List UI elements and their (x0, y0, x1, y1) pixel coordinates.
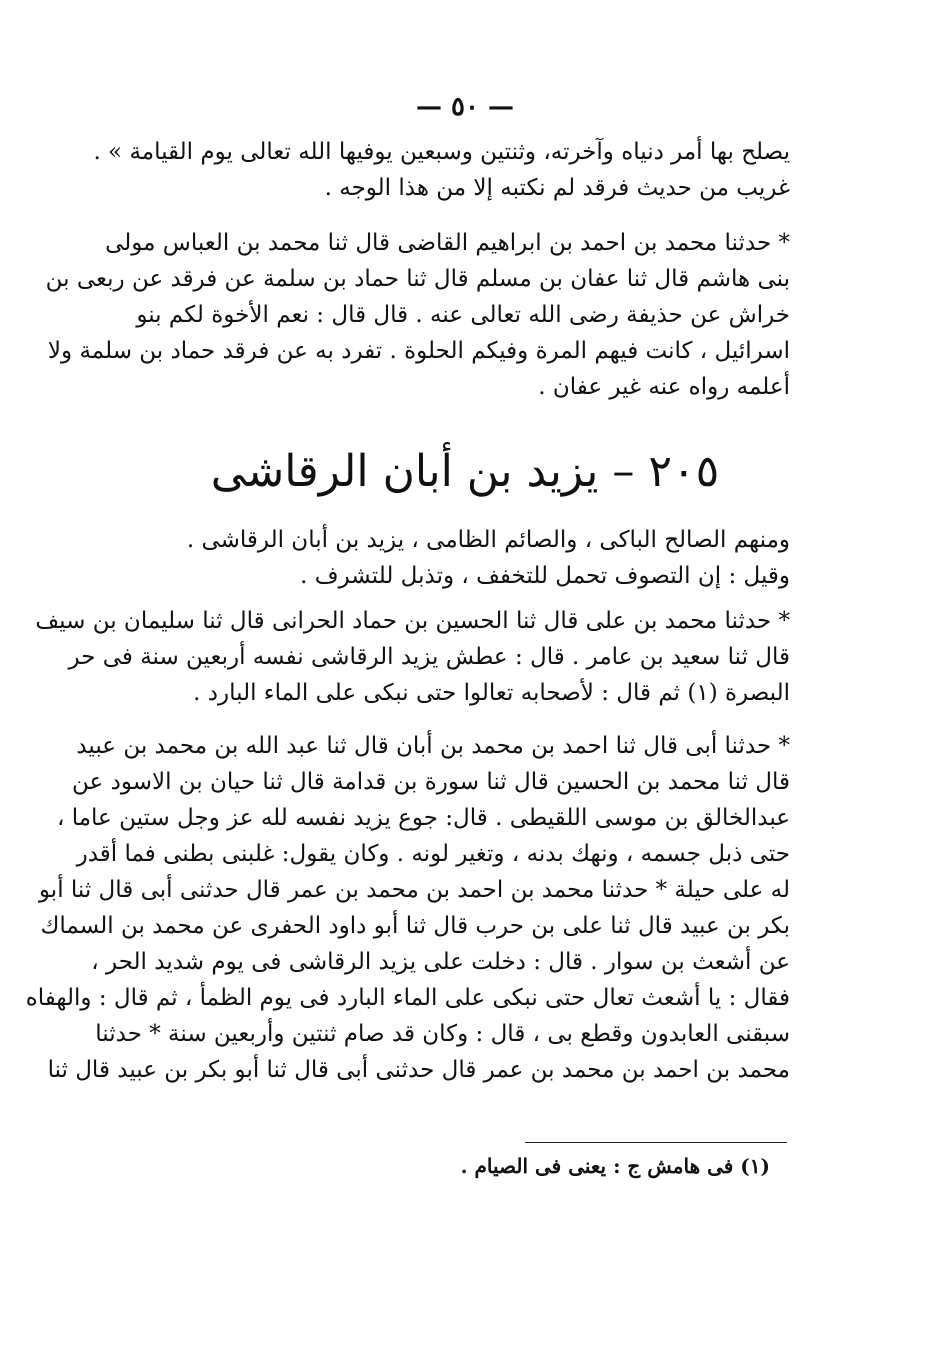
text-line: له على حيلة * حدثنا محمد بن احمد بن محمد بن عمر قال حدثنى أبى قال ثنا أبو (38, 877, 790, 903)
text-line: وقيل : إن التصوف تحمل للتخفف ، وتذبل للتشرف . (300, 563, 790, 589)
footnote: (١) فى هامش ج : يعنى فى الصيام . (460, 1154, 770, 1178)
paragraph-introduction (130, 522, 790, 594)
paragraph-hudhayfa-narration (45, 225, 790, 405)
text-line: أعلمه رواه عنه غير عفان . (538, 374, 790, 400)
text-line: عن أشعث بن سوار . قال : دخلت على يزيد الرقاشى فى يوم شديد الحر ، (91, 949, 790, 975)
chapter-heading: ٢٠٥ – يزيد بن أبان الرقاشى (210, 446, 720, 497)
text-line: * حدثنا محمد بن على قال ثنا الحسين بن حماد الحرانى قال ثنا سليمان بن سيف (35, 608, 790, 634)
text-line: ومنهم الصالح الباكى ، والصائم الظامى ، يزيد بن أبان الرقاشى . (186, 527, 790, 553)
text-line: عبدالخالق بن موسى اللقيطى . قال: جوع يزيد نفسه لله عز وجل ستين عاما ، (56, 805, 790, 831)
text-line: * حدثنا محمد بن احمد بن ابراهيم القاضى قال ثنا محمد بن العباس مولى (105, 230, 790, 256)
text-line: بكر بن عبيد قال ثنا على بن حرب قال ثنا أبو داود الحفرى عن محمد بن السماك (40, 913, 790, 939)
paragraph-hadith-ending (93, 134, 790, 206)
page-number: — ٥٠ — (415, 92, 515, 122)
text-line: البصرة (١) ثم قال : لأصحابه تعالوا حتى نبكى على الماء البارد . (193, 680, 790, 706)
text-line: * حدثنا أبى قال ثنا احمد بن محمد بن أبان قال ثنا عبد الله بن محمد بن عبيد (76, 733, 790, 759)
text-line: خراش عن حذيفة رضى الله تعالى عنه . قال قال : نعم الأخوة لكم بنو (136, 302, 790, 328)
text-line: اسرائيل ، كانت فيهم المرة وفيكم الحلوة . تفرد به عن فرقد حماد بن سلمة ولا (47, 338, 790, 364)
text-line: قال ثنا سعيد بن عامر . قال : عطش يزيد الرقاشى نفسه أربعين سنة فى حر (68, 644, 790, 670)
text-line: بنى هاشم قال ثنا عفان بن مسلم قال ثنا حماد بن سلمة عن فرقد عن ربعى بن (45, 266, 790, 292)
text-line: سبقنى العابدون وقطع بى ، قال : وكان قد صام ثنتين وأربعين سنة * حدثنا (95, 1021, 790, 1047)
text-line: يصلح بها أمر دنياه وآخرته، وثنتين وسبعين يوفيها الله تعالى يوم القيامة » . (93, 139, 790, 165)
text-line: حتى ذبل جسمه ، ونهك بدنه ، وتغير لونه . وكان يقول: غلبنى بطنى فما أقدر (76, 841, 790, 867)
text-line: غريب من حديث فرقد لم نكتبه إلا من هذا الوجه . (324, 175, 790, 201)
text-line: محمد بن احمد بن محمد بن عمر قال حدثنى أبى قال ثنا أبو بكر بن عبيد قال ثنا (47, 1057, 790, 1083)
footnote-divider (525, 1142, 787, 1143)
paragraph-thirst-narration (35, 603, 790, 711)
text-line: قال ثنا محمد بن الحسين قال ثنا سورة بن قدامة قال ثنا حيان بن الاسود عن (72, 769, 790, 795)
paragraph-hunger-narration (25, 728, 790, 1088)
text-line: فقال : يا أشعث تعال حتى نبكى على الماء البارد فى يوم الظمأ ، ثم قال : والهفاه (25, 985, 790, 1011)
